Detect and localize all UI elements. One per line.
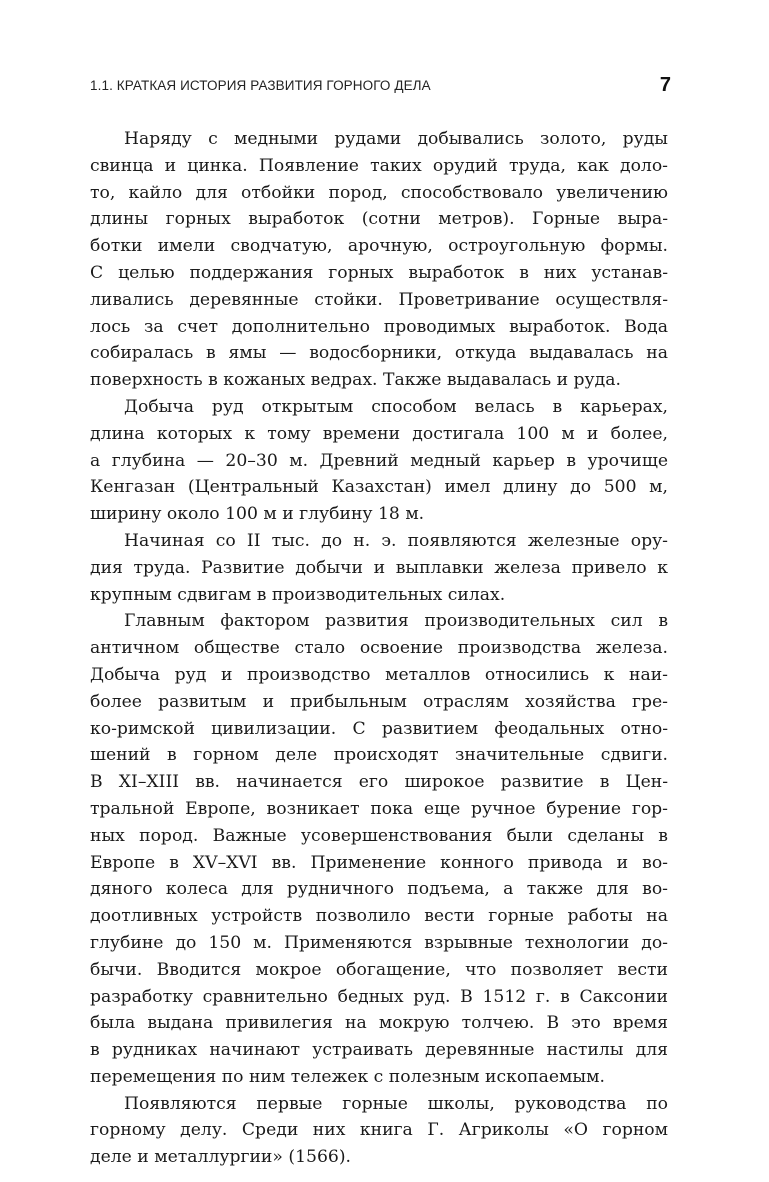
text-line: Главным фактором развития производительных сил в <box>124 611 668 632</box>
text-line: Появляются первые горные школы, руководства по <box>124 1093 668 1114</box>
text-line: поверхность в кожаных ведрах. Также выдавалась и руда. <box>90 370 621 391</box>
text-line: дяного колеса для рудничного подъема, а также для во- <box>90 879 668 900</box>
text-line: длина которых к тому времени достигала 100 м и более, <box>90 423 668 444</box>
paragraph <box>90 608 668 1090</box>
text-line: а глубина — 20–30 м. Древний медный карьер в урочище <box>90 450 668 471</box>
text-line: Кенгазан (Центральный Казахстан) имел длину до 500 м, <box>90 477 668 498</box>
text-line: ных пород. Важные усовершенствования были сделаны в <box>90 825 668 846</box>
text-line: ливались деревянные стойки. Проветривание осуществля- <box>90 289 668 310</box>
text-line: Добыча руд и производство металлов относились к наи- <box>90 664 668 685</box>
text-line: деле и металлургии» (1566). <box>90 1147 351 1168</box>
text-line: дия труда. Развитие добычи и выплавки железа привело к <box>90 557 668 578</box>
text-line: Начиная со II тыс. до н. э. появляются железные ору- <box>124 530 668 551</box>
body-text <box>90 126 668 1171</box>
text-line: в рудниках начинают устраивать деревянные настилы для <box>90 1040 668 1061</box>
running-header <box>90 74 671 100</box>
text-line: лось за счет дополнительно проводимых выработок. Вода <box>90 316 668 337</box>
text-line: была выдана привилегия на мокрую толчею. В это время <box>90 1013 668 1034</box>
text-line: более развитым и прибыльным отраслям хозяйства гре- <box>90 691 668 712</box>
text-line: ко-римской цивилизации. С развитием феодальных отно- <box>90 718 668 739</box>
text-line: то, кайло для отбойки пород, способствовало увеличению <box>90 182 668 203</box>
text-line: С целью поддержания горных выработок в них устанав- <box>90 262 668 283</box>
text-line: длины горных выработок (сотни метров). Горные выра- <box>90 209 668 230</box>
text-line: глубине до 150 м. Применяются взрывные технологии до- <box>90 932 668 953</box>
text-line: перемещения по ним тележек с полезным ископаемым. <box>90 1066 605 1087</box>
text-line: ботки имели сводчатую, арочную, остроугольную формы. <box>90 236 668 257</box>
text-line: ширину около 100 м и глубину 18 м. <box>90 504 425 525</box>
text-line: шений в горном деле происходят значительные сдвиги. <box>90 745 668 766</box>
text-line: собиралась в ямы — водосборники, откуда выдавалась на <box>90 343 668 364</box>
paragraph <box>90 394 668 528</box>
text-line: Европе в XV–XVI вв. Применение конного привода и во- <box>90 852 668 873</box>
running-title: 1.1. КРАТКАЯ ИСТОРИЯ РАЗВИТИЯ ГОРНОГО ДЕЛА <box>90 78 431 93</box>
paragraph <box>90 1091 668 1171</box>
text-line: крупным сдвигам в производительных силах. <box>90 584 506 605</box>
text-line: Добыча руд открытым способом велась в карьерах, <box>124 396 668 417</box>
text-line: горному делу. Среди них книга Г. Агриколы «О горном <box>90 1120 668 1141</box>
paragraph <box>90 528 668 608</box>
text-line: тральной Европе, возникает пока еще ручное бурение гор- <box>90 798 668 819</box>
text-line: античном обществе стало освоение производства железа. <box>90 638 668 659</box>
text-line: разработку сравнительно бедных руд. В 1512 г. в Саксонии <box>90 986 668 1007</box>
text-line: В XI–XIII вв. начинается его широкое развитие в Цен- <box>90 772 668 793</box>
text-line: свинца и цинка. Появление таких орудий труда, как доло- <box>90 155 668 176</box>
page-number: 7 <box>659 74 671 96</box>
text-line: Наряду с медными рудами добывались золото, руды <box>124 129 668 149</box>
text-line: бычи. Вводится мокрое обогащение, что позволяет вести <box>90 959 668 980</box>
text-line: доотливных устройств позволило вести горные работы на <box>90 906 668 927</box>
paragraph <box>90 126 668 394</box>
